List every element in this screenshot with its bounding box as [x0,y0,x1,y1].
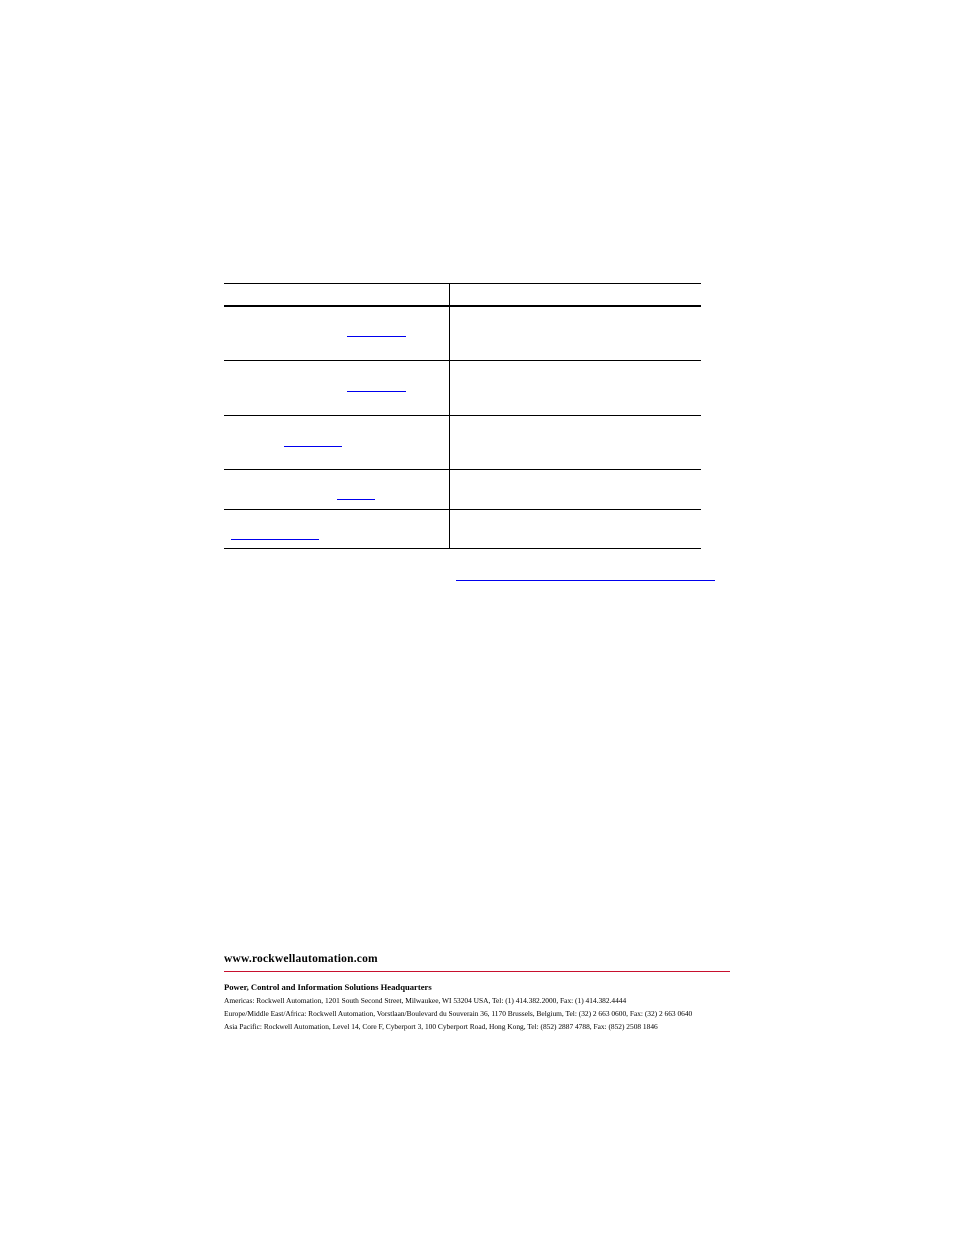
website-url[interactable]: www.rockwellautomation.com [224,953,378,965]
table-row-divider [224,360,701,361]
table-row-divider [224,415,701,416]
table-column-divider [449,283,450,549]
page-footer [224,951,730,1032]
table-row-divider [224,509,701,510]
publication-link[interactable] [347,391,406,392]
footer-accent-rule [224,971,730,972]
publication-link[interactable] [347,336,406,337]
publication-link[interactable] [231,539,319,540]
address-americas: Americas: Rockwell Automation, 1201 South Second Street, Milwaukee, WI 53204 USA, Tel: (1) 414.382.2000, Fax: (1) 414.382.4444 [224,996,627,1005]
table-top-rule [224,283,701,284]
publication-link[interactable] [284,446,342,447]
address-emea: Europe/Middle East/Africa: Rockwell Automation, Vorstlaan/Boulevard du Souverain 36, 1170 Brussels, Belgium, Tel: (32) 2 663 0600, Fax: (32) 2 663 0640 [224,1009,693,1018]
headquarters-title: Power, Control and Information Solutions Headquarters [224,982,432,992]
address-asia-pacific: Asia Pacific: Rockwell Automation, Level 14, Core F, Cyberport 3, 100 Cyberport Road, Hong Kong, Tel: (852) 2887 4788, Fax: (852) 2508 1846 [224,1022,658,1031]
publication-link[interactable] [337,499,375,500]
resources-table [224,283,701,549]
literature-library-link[interactable] [456,580,715,581]
table-header-rule [224,305,701,307]
table-bottom-rule [224,548,701,549]
table-row-divider [224,469,701,470]
